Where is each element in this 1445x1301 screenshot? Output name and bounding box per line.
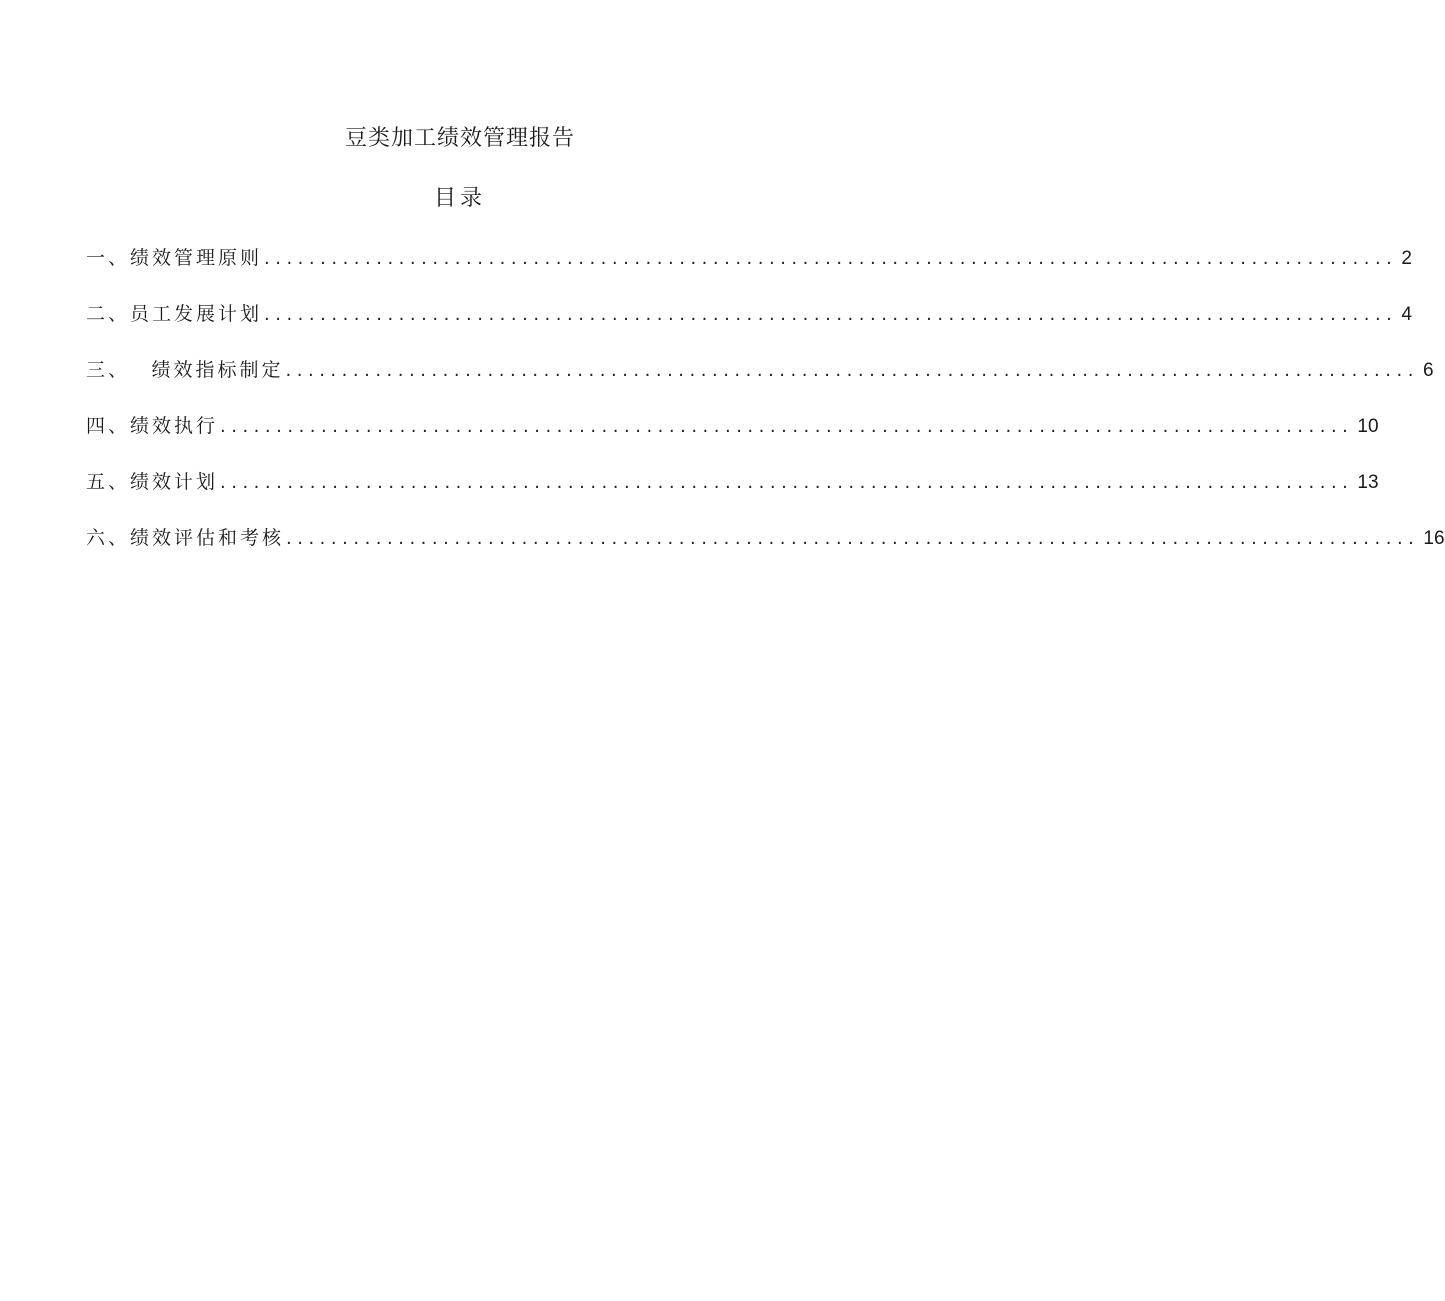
toc-dot-leader: ..................................................................................................... — [264, 304, 1398, 325]
toc-dot-leader: ..................................................................................................... — [264, 248, 1398, 269]
toc-dot-leader: ..................................................................................................... — [220, 416, 1354, 437]
toc-page-number: 16 — [1423, 528, 1445, 549]
toc-page-number: 6 — [1422, 360, 1434, 381]
document-title: 豆类加工绩效管理报告 — [344, 126, 575, 151]
toc-page-number: 4 — [1401, 304, 1412, 325]
toc-entry-label: 五、绩效计划 — [86, 471, 219, 493]
toc-dot-leader: ..................................................................................................... — [285, 360, 1419, 381]
toc-entry-label: 三、 绩效指标制定 — [86, 359, 284, 381]
toc-entry-label: 四、绩效执行 — [86, 415, 219, 437]
toc-entry[interactable] — [86, 466, 1379, 522]
toc-dot-leader: ..................................................................................................... — [286, 528, 1420, 549]
toc-entry[interactable] — [86, 522, 1445, 578]
toc-entry[interactable] — [86, 242, 1412, 298]
toc-entry-label: 六、绩效评估和考核 — [86, 527, 285, 549]
toc-heading: 目录 — [433, 186, 486, 211]
toc-dot-leader: ..................................................................................................... — [220, 472, 1354, 493]
toc-entry-label: 二、员工发展计划 — [86, 303, 263, 325]
toc-entry[interactable] — [86, 354, 1434, 410]
table-of-contents — [86, 242, 1445, 578]
toc-entry[interactable] — [86, 298, 1412, 354]
toc-page-number: 2 — [1401, 248, 1412, 269]
toc-entry-label: 一、绩效管理原则 — [86, 247, 263, 269]
toc-page-number: 10 — [1357, 416, 1379, 437]
toc-page-number: 13 — [1357, 472, 1379, 493]
toc-entry[interactable] — [86, 410, 1379, 466]
